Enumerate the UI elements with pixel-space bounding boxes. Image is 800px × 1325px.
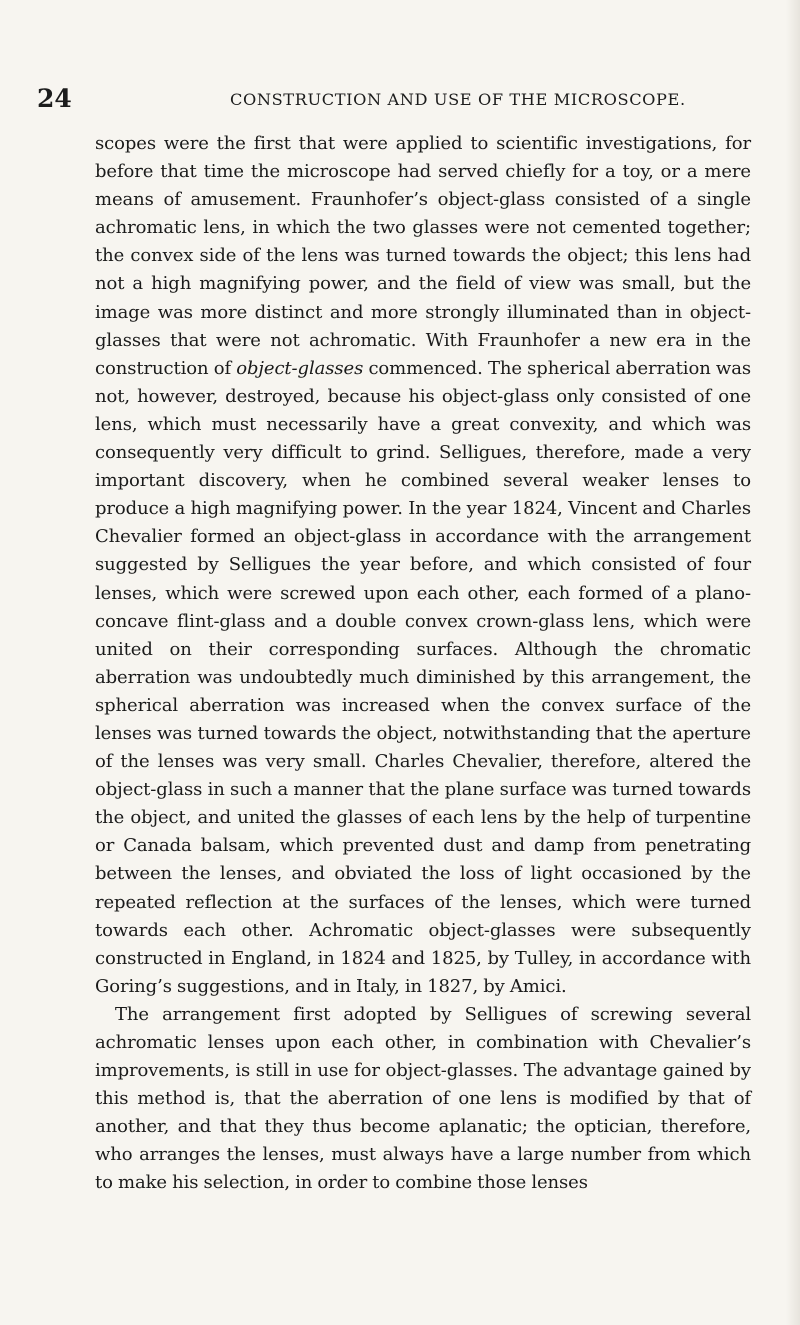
page-edge-shadow — [786, 0, 800, 1325]
paragraph-1-text-b: commenced. The spherical aberration was not, however, destroyed, because his object-glass only consisted of one lens, which must necessarily have a great convexity, and which was consequently very difficult to grind. Selligues, therefore, made a very important discovery, when he combined several weaker lenses to produce a high magnifying power. In the year 1824, Vincent and Charles Chevalier formed an object-glass in accordance with the arrangement suggested by Selligues the year before, and which consisted of four lenses, which were screwed upon each other, each formed of a plano-concave flint-glass and a double convex crown-glass lens, which were united on their corresponding surfaces. Although the chromatic aberration was undoubtedly much diminished by this arrangement, the spherical aberration was increased when the convex surface of the lenses was turned towards the object, notwithstanding that the aperture of the lenses was very small. Charles Chevalier, therefore, altered the object-glass in such a manner that the plane surface was turned towards the object, and united the glasses of each lens by the help of turpentine or Canada balsam, which prevented dust and damp from penetrating between the lenses, and obviated the loss of light occasioned by the repeated reflection at the surfaces of the lenses, which were turned towards each other. Achromatic object-glasses were subsequently constructed in England, in 1824 and 1825, by Tulley, in accordance with Goring’s suggestions, and in Italy, in 1827, by Amici. — [95, 357, 751, 997]
paragraph-1 — [95, 130, 751, 1001]
body-text — [95, 130, 751, 1198]
paragraph-2: The arrangement first adopted by Selligues of screwing several achromatic lenses upon each other, in combination with Chevalier’s improvements, is still in use for object-glasses. The advantage gained by this method is, that the aberration of one lens is modified by that of another, and that they thus become aplanatic; the optician, therefore, who arranges the lenses, must always have a large number from which to make his selection, in order to combine those lenses — [95, 1003, 751, 1194]
italic-term: object-glasses — [236, 357, 364, 379]
page-header — [0, 86, 800, 116]
page-number: 24 — [37, 84, 72, 113]
running-head: CONSTRUCTION AND USE OF THE MICROSCOPE. — [230, 90, 686, 109]
paragraph-1-text-a: scopes were the first that were applied to scientific investigations, for before that time the microscope had served chiefly for a toy, or a mere means of amusement. Fraunhofer’s object-glass consisted of a single achromatic lens, in which the two glasses were not cemented together; the convex side of the lens was turned towards the object; this lens had not a high magnifying power, and the field of view was small, but the image was more distinct and more strongly illuminated than in object-glasses that were not achromatic. With Fraunhofer a new era in the construction of — [95, 133, 751, 379]
